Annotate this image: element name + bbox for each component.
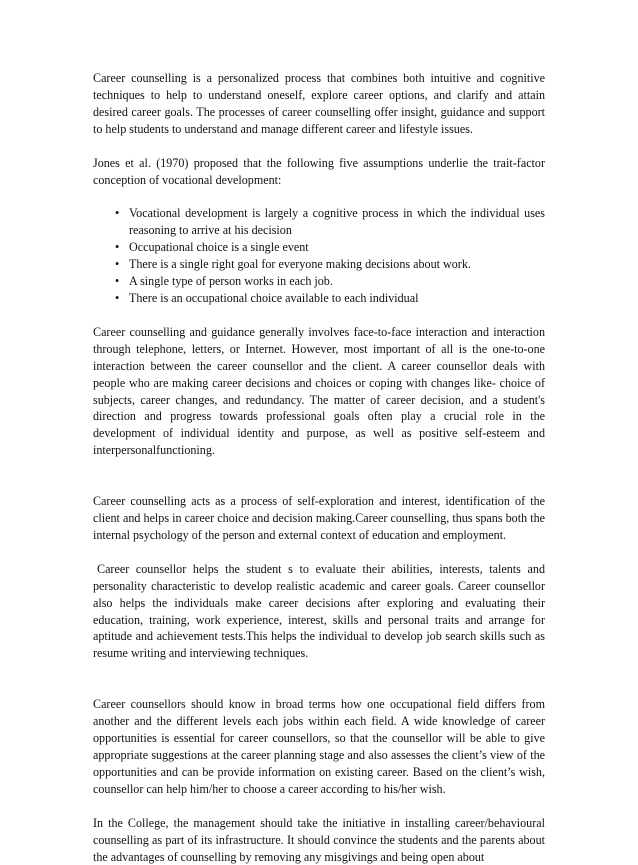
paragraph-college: In the College, the management should take the initiative in installing career/behavioural counselling as part of its infrastructure. It should convince the students and the parents about the advantages of counselling by removing any misgivings and being open about [93,815,545,864]
assumptions-list [93,205,545,306]
list-item [93,290,545,307]
paragraph-spacer [93,544,545,561]
paragraph-intro: Career counselling is a personalized process that combines both intuitive and cognitive techniques to help to understand oneself, explore career options, and clarify and attain desired career goals. The processes of career counselling offer insight, guidance and support to help students to understand and manage different career and lifestyle issues. [93,71,545,136]
paragraph-spacer [93,798,545,815]
list-item-text: Vocational development is largely a cognitive process in which the individual uses reasoning to arrive at his decision [129,206,545,238]
paragraph-spacer [93,188,545,205]
list-item-text: There is an occupational choice available to each individual [129,290,419,305]
paragraph-spacer [93,459,545,493]
paragraph-counsellor-knowledge: Career counsellors should know in broad terms how one occupational field differs from another and the different levels each jobs within each field. A wide knowledge of career opportunities is essential for career counsellors, so that the counsellor will be able to give appropriate suggestions at the career planning stage and also assesses the client’s view of the opportunities and can be provide information on existing career. Based on the client’s wish, counsellor can help him/her to choose a career according to his/her wish. [93,697,545,796]
paragraph-spacer [93,307,545,324]
list-item [93,273,545,290]
paragraph-spacer [93,662,545,696]
list-item [93,205,545,239]
paragraph-guidance: Career counselling and guidance generally involves face-to-face interaction and interaction through telephone, letters, or Internet. However, most important of all is the one-to-one interaction between the career counsellor and the client. A career counsellor deals with people who are making career decisions and choices or coping with changes like- choice of subjects, career changes, and redundancy. The matter of career decision, and a student's direction and progress towards professional goals often play a crucial role in the development of individual identity and purpose, as well as positive self-esteem and interpersonalfunctioning. [93,324,545,458]
bullet-icon: • [115,240,120,255]
paragraph-self-exploration: Career counselling acts as a process of self-exploration and interest, identification of the client and helps in career choice and decision making.Career counselling, thus spans both the internal psychology of the person and external context of education and employment. [93,494,545,542]
list-item [93,256,545,273]
bullet-icon: • [115,274,120,289]
bullet-icon: • [115,257,120,272]
bullet-icon: • [115,206,120,221]
paragraph-counsellor-helps: Career counsellor helps the student s to evaluate their abilities, interests, talents and personality characteristic to develop realistic academic and career goals. Career counsellor also helps the individuals make career decisions after exploring and evaluating their education, training, work experience, interest, skills and personal traits and arrange for aptitude and achievement tests.This helps the individual to develop job search skills such as resume writing and interviewing techniques. [93,561,545,661]
list-item-text: Occupational choice is a single event [129,240,309,255]
list-item-text: There is a single right goal for everyone making decisions about work. [129,257,471,272]
list-item [93,239,545,256]
bullet-icon: • [115,290,120,305]
paragraph-spacer [93,138,545,155]
document-page [93,70,545,865]
paragraph-jones: Jones et al. (1970) proposed that the following five assumptions underlie the trait-factor conception of vocational development: [93,155,545,187]
list-item-text: A single type of person works in each job. [129,274,333,289]
